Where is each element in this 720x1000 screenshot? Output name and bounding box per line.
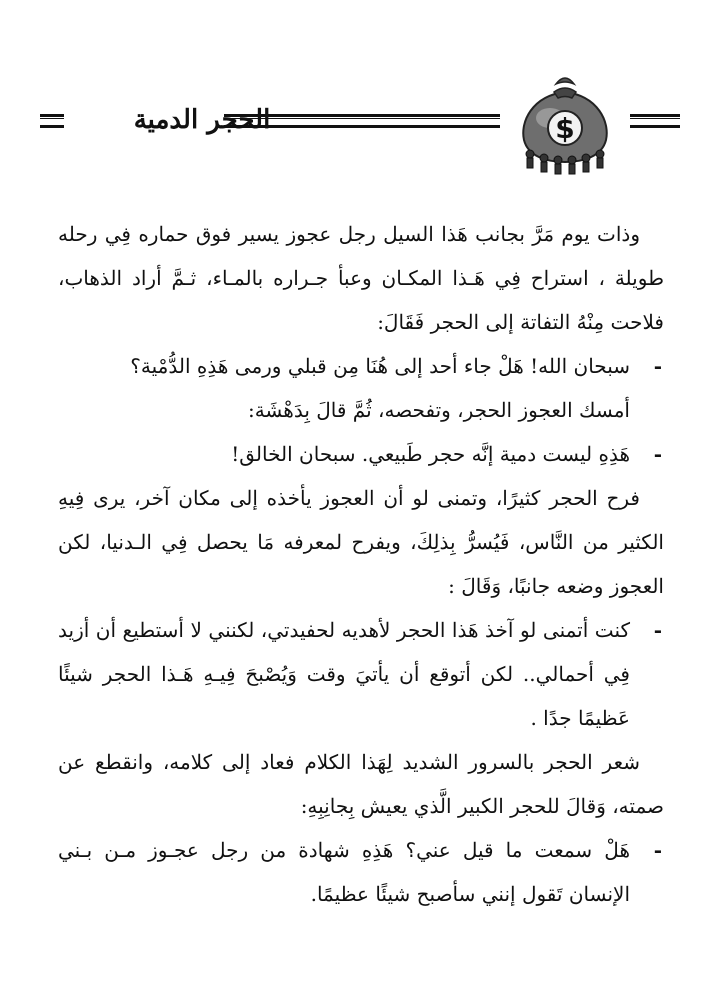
- title-rule-right: [630, 114, 680, 128]
- title-rule-left: [40, 114, 64, 128]
- dialogue-line: [58, 432, 664, 476]
- dialogue-text: هَذِهِ ليست دمية إنَّه حجر طَبيعي. سبحان الخالق!: [231, 442, 630, 466]
- money-bag-icon: [510, 70, 620, 176]
- dialogue-text: كنت أتمنى لو آخذ هَذا الحجر لأهديه لحفيدتي، لكنني لا أستطيع أن أزيد فِي أحمالي.. لكن أتوقع أن يأتيَ وقت وَيُصْبحَ فِيـهِ هَـذا الحجر شيئًا عَظيمًا جدًا .: [58, 618, 630, 730]
- paragraph: شعر الحجر بالسرور الشديد لِهَذا الكلام فعاد إلى كلامه، وانقطع عن صمته، وَقالَ للحجر الكبير الَّذي يعيش بِجانِبِهِ:: [58, 750, 664, 818]
- dialogue-text: هَلْ سمعت ما قيل عني؟ هَذِهِ شهادة من رجل عجـوز مـن بـني الإنسان تَقول إنني سأصبح شيئًا عظيمًا.: [58, 838, 630, 906]
- paragraph: وذات يوم مَرَّ بجانب هَذا السيل رجل عجوز يسير فوق حماره فِي رحله طويلة ، استراح فِي هَـذا المكـان وعبأ جـراره بالمـاء، ثـمَّ أراد الذهاب، فلاحت مِنْهُ التفاتة إلى الحجر فَقَالَ:: [58, 222, 664, 334]
- dialogue-line: [58, 344, 664, 388]
- paragraph: فرح الحجر كثيرًا، وتمنى لو أن العجوز يأخذه إلى مكان آخر، يرى فِيهِ الكثير من النَّاس، فَيُسرُّ بِذلِكَ، ويفرح لمعرفه مَا يحصل فِي الـدنيا، لكن العجوز وضعه جانبًا، وَقَالَ :: [58, 486, 664, 598]
- story-text: [58, 212, 664, 916]
- dialogue-line: [58, 608, 664, 740]
- title-rule-middle: [224, 114, 500, 128]
- dialogue-line: [58, 828, 664, 916]
- chapter-title: الحجر الدمية: [133, 105, 271, 135]
- chapter-header: [40, 70, 680, 180]
- dollar-symbol: $: [555, 112, 575, 145]
- bullet-dash: -: [653, 618, 662, 642]
- bullet-dash: -: [653, 838, 662, 862]
- dialogue-text: سبحان الله! هَلْ جاء أحد إلى هُنَا مِن قبلي ورمى هَذِهِ الدُّمْية؟: [130, 354, 630, 378]
- paragraph: أمسك العجوز الحجر، وتفحصه، ثُمَّ قالَ بِدَهْشَة:: [247, 398, 630, 422]
- bullet-dash: -: [653, 354, 662, 378]
- bullet-dash: -: [653, 442, 662, 466]
